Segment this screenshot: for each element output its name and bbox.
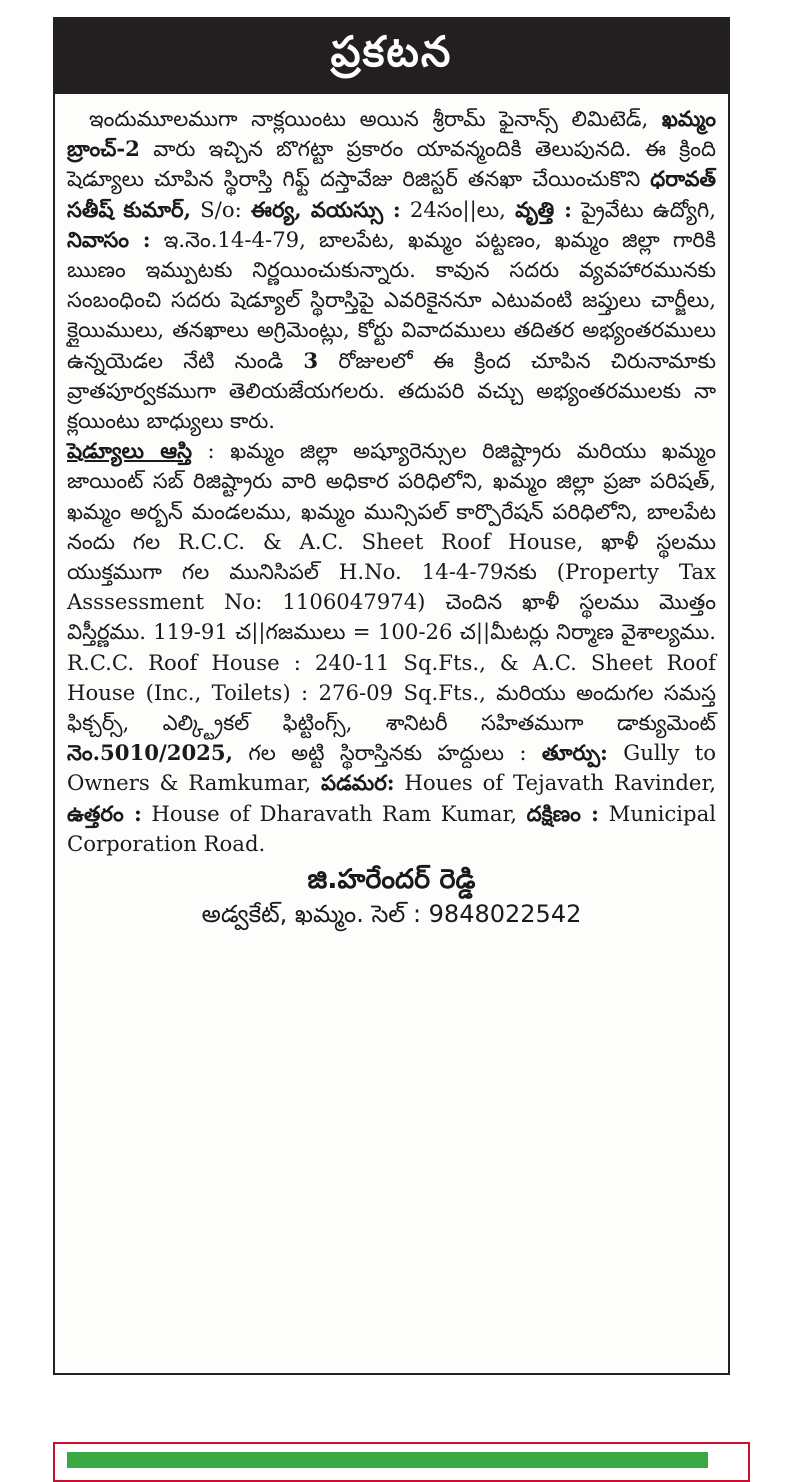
- notice-body: [55, 94, 728, 929]
- boundary-south-label: దక్షిణం :: [526, 800, 599, 826]
- boundary-east-label: తూర్పు:: [541, 740, 608, 766]
- text-run: : ఖమ్మం జిల్లా అష్యూరెన్సుల రిజిష్ట్రారు మరియు ఖమ్మం జాయింట్ సబ్ రిజిష్ట్రారు వారి అధికార పరిధిలోని, ఖమ్మం జిల్లా ప్రజా పరిషత్, ఖమ్మం అర్బన్ మండలము, ఖమ్మం మున్సిపల్ కార్పొరేషన్ పరిధిలోని, బాలపేట నందు గల R.C.C. & A.C. Sheet Roof House, ఖాళీ స్థలము యుక్తముగా గల మునిసిపల్ H.No. 14-4-79నకు (Property Tax Asssessment No: 1106047974) చెందిన ఖాళీ స్థలము మొత్తం విస్తీర్ణము. 119-91 చ||గజములు = 100-26 చ||మీటర్లు నిర్మాణ వైశాల్యము. R.C.C. Roof House : 240-11 Sq.Fts., & A.C. Sheet Roof House (Inc., Toilets) : 276-09 Sq.Fts., మరియు అందుగల సమస్త ఫిక్చర్స్, ఎల్క్ట్రికల్ ఫిట్టింగ్స్, శానిటరీ సహితముగా డాక్యుమెంట్: [67, 438, 716, 736]
- text-run: [302, 197, 311, 222]
- text-run: రోజులలో ఈ క్రింద చూపిన చిరునామాకు వ్రాతపూర్వకముగా తెలియజేయగలరు. తదుపరి వచ్చు అభ్యంతరములకు నా క్లయింటు బాధ్యులు కారు.: [67, 347, 716, 434]
- occupation-label: వృత్తి :: [515, 196, 572, 222]
- boundary-south-value: Municipal Corporation Road.: [67, 800, 716, 856]
- next-advertisement-edge: [53, 1442, 750, 1482]
- text-run: గల అట్టి స్థిరాస్తినకు హద్దులు :: [233, 740, 542, 766]
- notice-paragraph-schedule: [67, 436, 716, 859]
- boundary-north-label: ఉత్తరం :: [67, 800, 142, 826]
- schedule-heading: షెడ్యూలు ఆస్తి: [67, 438, 192, 464]
- notice-title: ప్రకటన: [55, 19, 728, 94]
- boundary-north-value: House of Dharavath Ram Kumar,: [141, 800, 527, 826]
- advocate-name: జి.హరేందర్ రెడ్డి: [307, 864, 476, 896]
- occupation-value: ప్రైవేటు ఉద్యోగి,: [571, 196, 716, 222]
- father-name: ఈర్య,: [250, 196, 302, 222]
- boundary-east-value: Gully to Owners & Ramkumar,: [67, 740, 717, 796]
- text-run: ఇ.నెం.14-4-79, బాలపేట, ఖమ్మం పట్టణం, ఖమ్మం జిల్లా గారికి ఋణం ఇమ్పుటకు నిర్ణయించుకున్నారు. కావున సదరు వ్యవహారమునకు సంబంధించి సదరు షెడ్యూల్ స్థిరాస్తిపై ఎవరికైననూ ఎటువంటి జప్తులు చార్జీలు, క్లైయిములు, తనఖాలు అగ్రిమెంట్లు, కోర్టు వివాదములు తదితర అభ్యంతరములు ఉన్నయెడల నేటి నుండి: [67, 226, 716, 373]
- boundary-west-label: పడమర:: [321, 770, 395, 796]
- borrower-name: ధరావత్ సతీష్ కుమార్,: [67, 166, 716, 222]
- text-run: ఇందుమూలముగా నాక్లయింటు అయిన శ్రీరామ్ ఫైనాన్స్ లిమిటెడ్,: [89, 106, 662, 131]
- advocate-contact: అడ్వకేట్, ఖమ్మం. సెల్ : 9848022542: [201, 900, 582, 929]
- boundary-west-value: Houes of Tejavath Ravinder,: [394, 770, 716, 796]
- text-run: S/o:: [190, 196, 251, 222]
- branch-name: ఖమ్మం బ్రాంచ్-2: [67, 106, 716, 162]
- document-number: నెం.5010/2025,: [67, 740, 234, 766]
- residence-label: నివాసం :: [67, 226, 151, 252]
- age-label: వయస్సు :: [310, 196, 401, 222]
- age-value: 24సం||లు,: [400, 196, 516, 222]
- next-advertisement-band: [67, 1452, 708, 1468]
- notice-paragraph-intro: [67, 104, 716, 436]
- text-run: వారు ఇచ్చిన బొగట్టా ప్రకారం యావన్మందికి తెలుపునది. ఈ క్రింది షెడ్యూలు చూపిన స్థిరాస్తి గిఫ్ట్ దస్తావేజు రిజిస్టర్ తనఖా చేయించుకొని: [67, 136, 716, 192]
- objection-days: 3: [303, 347, 319, 373]
- legal-notice: [53, 17, 730, 1375]
